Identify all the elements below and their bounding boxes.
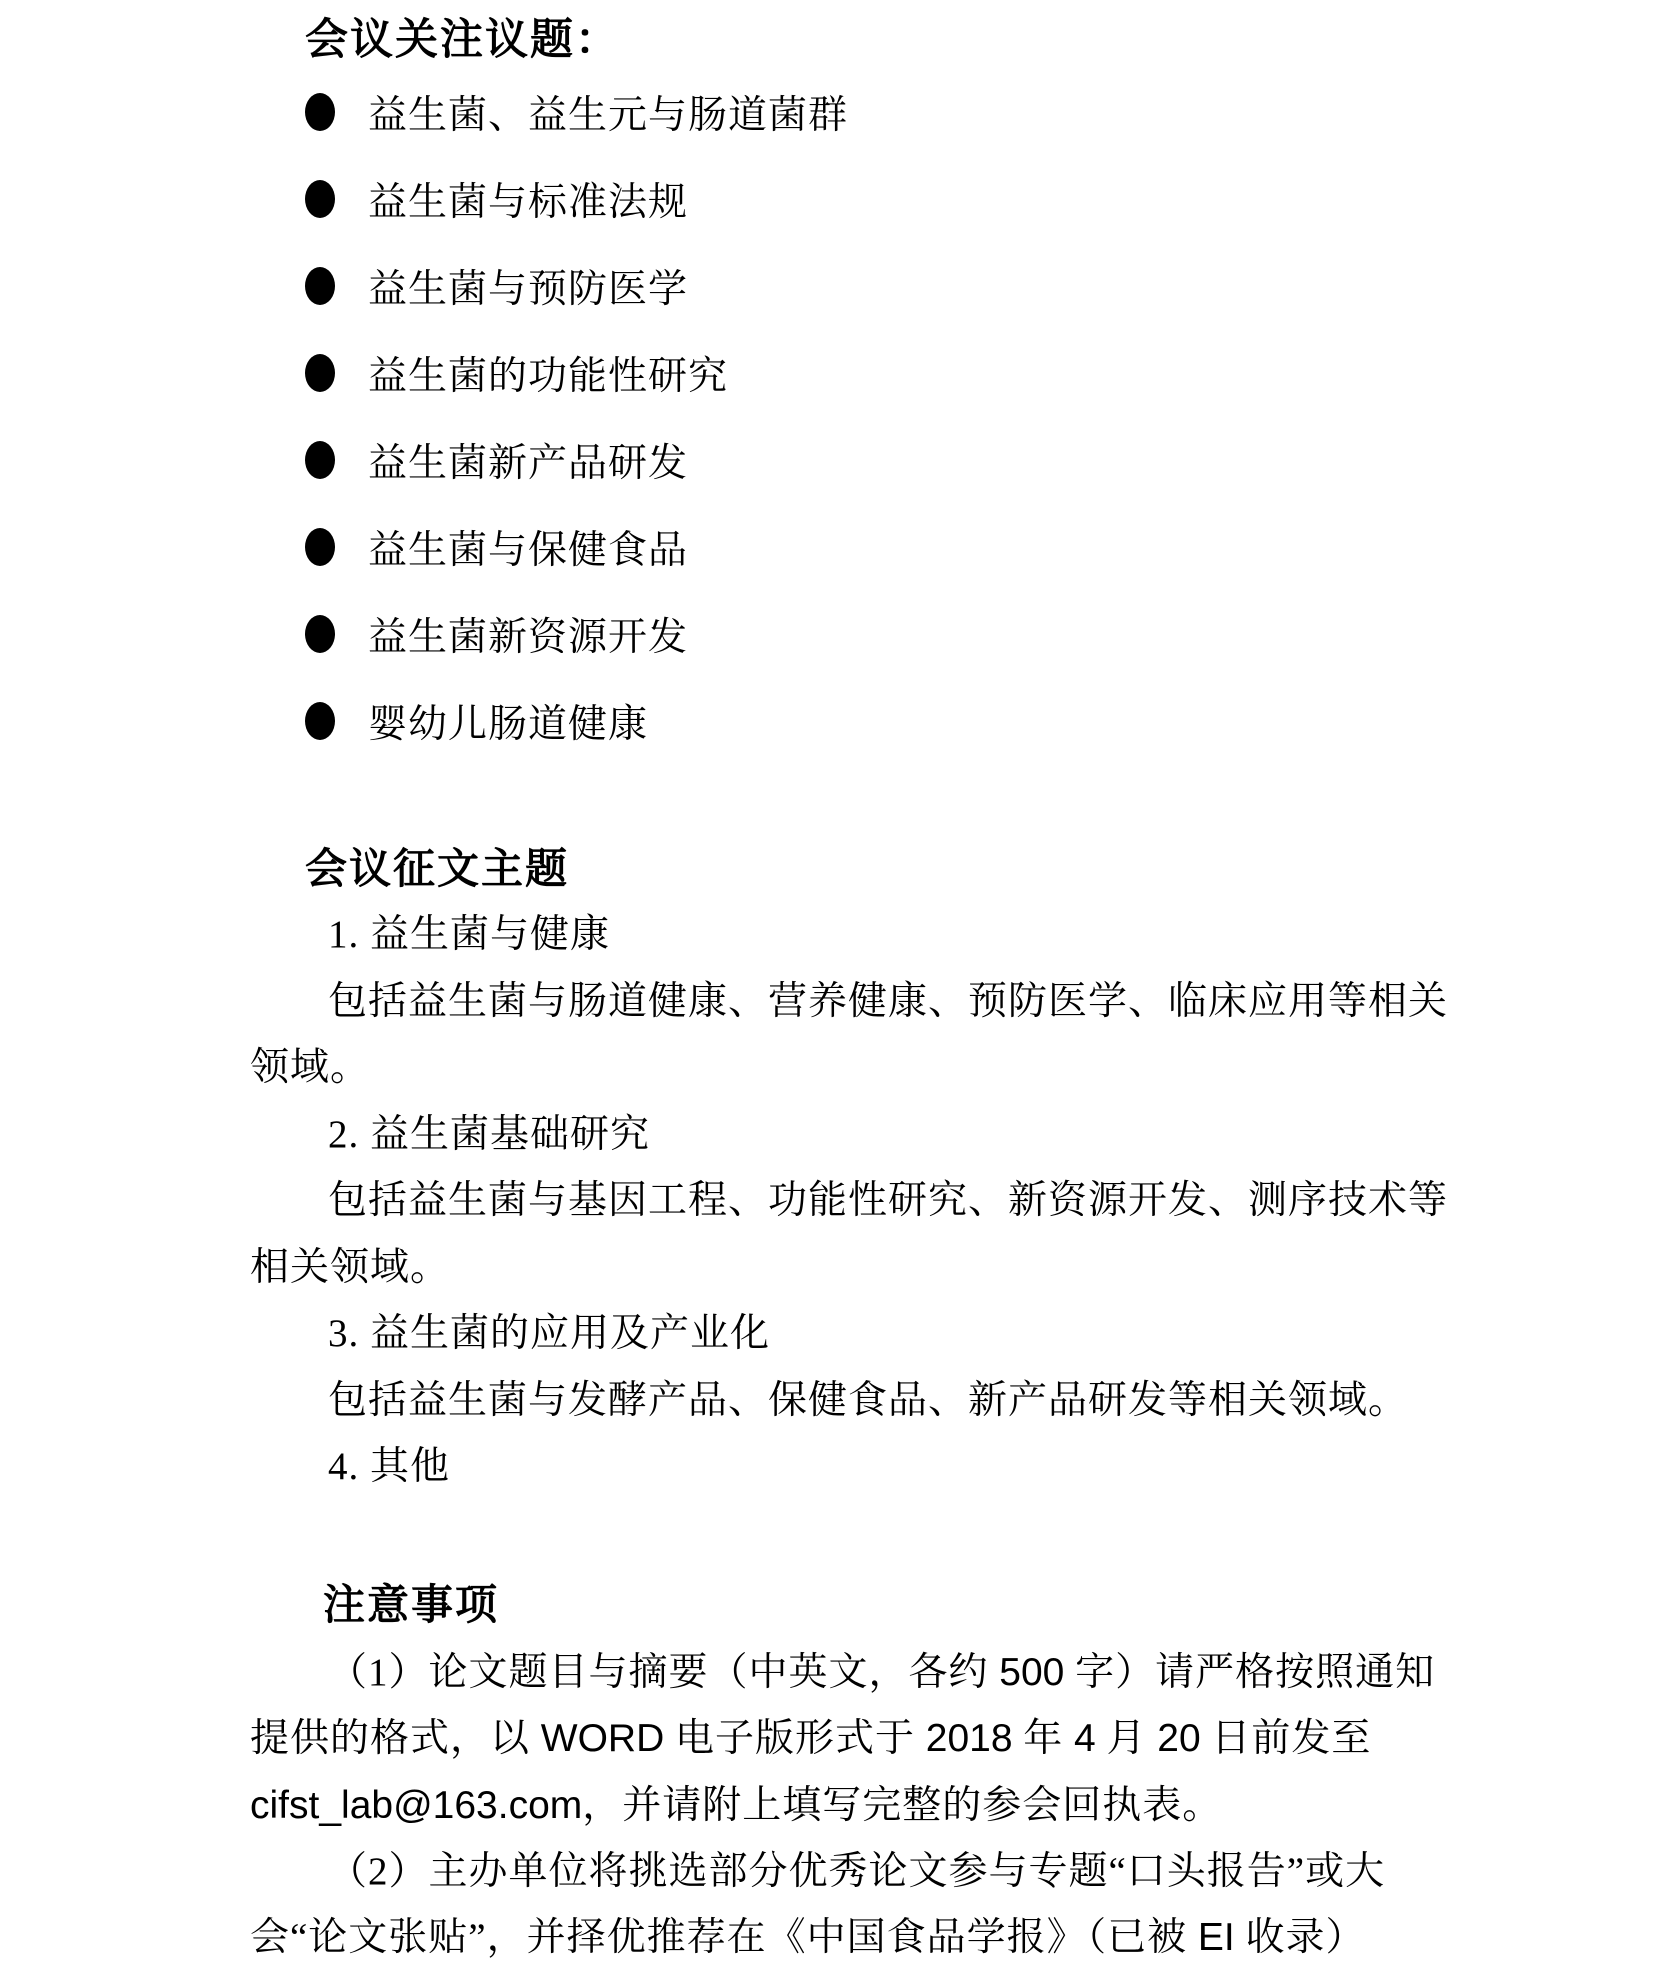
paragraph-line [250,1706,1450,1772]
list-item-text: 益生菌新产品研发 [368,441,689,485]
paragraph-line [250,1773,1450,1839]
bullet-icon [305,615,335,653]
paragraph-line: 包括益生菌与肠道健康、营养健康、预防医学、临床应用等相关 [328,979,1449,1023]
focus-topics-list [305,68,848,764]
list-item [305,329,848,416]
notes-body [250,1640,1450,1968]
numbered-item-2: 2. 益生菌基础研究 [328,1112,651,1156]
paragraph-line: 相关领域。 [250,1245,451,1289]
bullet-icon [305,93,335,131]
text-segment: 年 [1012,1717,1075,1761]
paragraph-line: 包括益生菌与发酵产品、保健食品、新产品研发等相关领域。 [328,1378,1409,1422]
text-segment: 4 [1074,1717,1096,1761]
list-item [305,155,848,242]
list-item-text: 益生菌新资源开发 [368,615,689,659]
list-item [305,590,848,677]
paragraph-line: （2）主办单位将挑选部分优秀论文参与专题“口头报告”或大 [328,1849,1386,1893]
list-item-text: 婴幼儿肠道健康 [368,702,649,746]
list-item [305,68,848,155]
list-item [305,503,848,590]
call-for-papers-body [250,902,1450,1501]
email-text: cifst_lab@163.com [250,1783,583,1827]
text-segment: EI [1197,1916,1235,1960]
paragraph-line [250,1640,1450,1706]
text-segment: WORD [540,1717,665,1761]
paragraph-line: 领域。 [250,1046,371,1089]
bullet-icon [305,267,335,305]
text-segment: 2018 [925,1717,1013,1761]
list-item [305,677,848,764]
text-segment: 500 [999,1651,1065,1694]
numbered-item-1: 1. 益生菌与健康 [328,913,611,956]
bullet-icon [305,702,335,740]
list-item-text: 益生菌、益生元与肠道菌群 [368,93,849,137]
numbered-item-3: 3. 益生菌的应用及产业化 [328,1312,771,1355]
bullet-icon [305,528,335,566]
bullet-icon [305,354,335,392]
numbered-item-4: 4. 其他 [328,1445,451,1488]
text-segment: 会“论文张贴”，并择优推荐在《中国食品学报》（已被 [250,1916,1198,1960]
text-segment: 日前发至 [1200,1717,1372,1761]
text-segment: 月 [1095,1717,1158,1761]
text-segment: 20 [1157,1717,1201,1761]
call-for-papers-heading: 会议征文主题 [305,845,570,892]
text-segment: 收录） [1234,1916,1366,1960]
bullet-icon [305,441,335,479]
list-item-text: 益生菌与预防医学 [368,267,689,311]
text-segment: 字）请严格按照通知 [1064,1651,1436,1694]
list-item [305,242,848,329]
list-item [305,416,848,503]
list-item-text: 益生菌与标准法规 [368,180,689,224]
notes-heading: 注意事项 [323,1581,500,1628]
bullet-icon [305,180,335,218]
text-segment: 电子版形式于 [664,1717,926,1761]
paragraph-line [250,1905,1450,1968]
paragraph-line: 包括益生菌与基因工程、功能性研究、新资源开发、测序技术等 [328,1179,1449,1222]
focus-topics-heading: 会议关注议题： [305,16,620,64]
list-item-text: 益生菌与保健食品 [368,528,689,572]
text-segment: ，并请附上填写完整的参会回执表。 [582,1783,1223,1827]
text-segment: （1）论文题目与摘要（中英文，各约 [328,1651,1000,1694]
list-item-text: 益生菌的功能性研究 [368,354,729,398]
text-segment: 提供的格式，以 [250,1717,541,1761]
